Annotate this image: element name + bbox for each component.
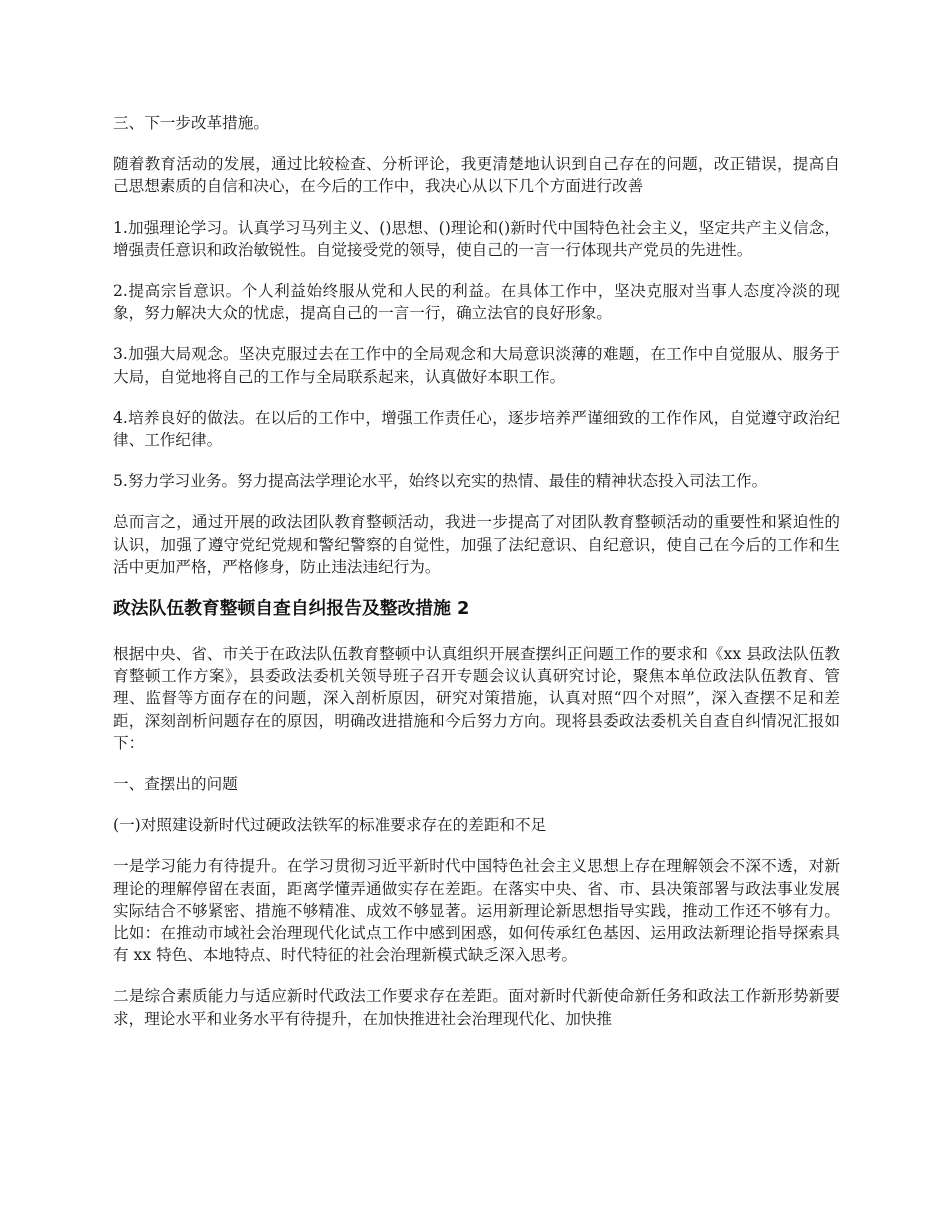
list-item: 4.培养良好的做法。在以后的工作中，增强工作责任心，逐步培养严谨细致的工作作风，自觉遵守政治纪律、工作纪律。 — [113, 408, 840, 450]
list-item: 5.努力学习业务。努力提高法学理论水平，始终以充实的热情、最佳的精神状态投入司法工作。 — [113, 472, 768, 491]
list-item: 2.提高宗旨意识。个人利益始终服从党和人民的利益。在具体工作中，坚决克服对当事人态度冷淡的现象，努力解决大众的忧虑，提高自己的一言一行，确立法官的良好形象。 — [113, 282, 840, 323]
report-heading: 政法队伍教育整顿自查自纠报告及整改措施 2 — [113, 598, 470, 620]
report-intro: 根据中央、省、市关于在政法队伍教育整顿中认真组织开展查摆纠正问题工作的要求和《xx 县政法队伍教育整顿工作方案》，县委政法委机关领导班子召开专题会议认真研究讨论，聚焦本单位政法队伍教育、管理、监督等方面存在的问题，深入剖析原因，研究对策措施，认真对照“四个对照”，深入查摆不足和差距，深刻剖析问题存在的原因，明确改进措施和今后努力方向。现将县委政法委机关自查自纠情况汇报如下： — [113, 645, 840, 752]
conclusion-paragraph: 总而言之，通过开展的政法团队教育整顿活动，我进一步提高了对团队教育整顿活动的重要性和紧迫性的认识，加强了遵守党纪党规和警纪警察的自觉性，加强了法纪意识、自纪意识，使自己在今后的工作和生活中更加严格，严格修身，防止违法违纪行为。 — [113, 513, 840, 576]
section-title: 三、下一步改革措施。 — [113, 114, 269, 132]
list-item: 1.加强理论学习。认真学习马列主义、()思想、()理论和()新时代中国特色社会主义，坚定共产主义信念，增强责任意识和政治敏锐性。自觉接受党的领导，使自己的一言一行体现共产党员的先进性。 — [113, 218, 840, 259]
body-paragraph: 一是学习能力有待提升。在学习贯彻习近平新时代中国特色社会主义思想上存在理解领会不深不透，对新理论的理解停留在表面，距离学懂弄通做实存在差距。在落实中央、省、市、县决策部署与政法事业发展实际结合不够紧密、措施不够精准、成效不够显著。运用新理论新思想指导实践，推动工作还不够有力。比如：在推动市域社会治理现代化试点工作中感到困惑，如何传承红色基因、运用政法新理论指导探索具有 xx 特色、本地特点、时代特征的社会治理新模式缺乏深入思考。 — [113, 857, 840, 965]
intro-paragraph: 随着教育活动的发展，通过比较检查、分析评论，我更清楚地认识到自己存在的问题，改正错误，提高自己思想素质的自信和决心，在今后的工作中，我决心从以下几个方面进行改善 — [113, 155, 840, 196]
subsection-title: 一、查摆出的问题 — [113, 775, 238, 794]
document-page — [113, 112, 840, 1049]
list-item: 3.加强大局观念。坚决克服过去在工作中的全局观念和大局意识淡薄的难题，在工作中自觉服从、服务于大局，自觉地将自己的工作与全局联系起来，认真做好本职工作。 — [113, 345, 840, 386]
body-paragraph: 二是综合素质能力与适应新时代政法工作要求存在差距。面对新时代新使命新任务和政法工作新形势新要求，理论水平和业务水平有待提升，在加快推进社会治理现代化、加快推 — [113, 987, 840, 1028]
subsubsection-title: (一)对照建设新时代过硬政法铁军的标准要求存在的差距和不足 — [113, 816, 547, 835]
